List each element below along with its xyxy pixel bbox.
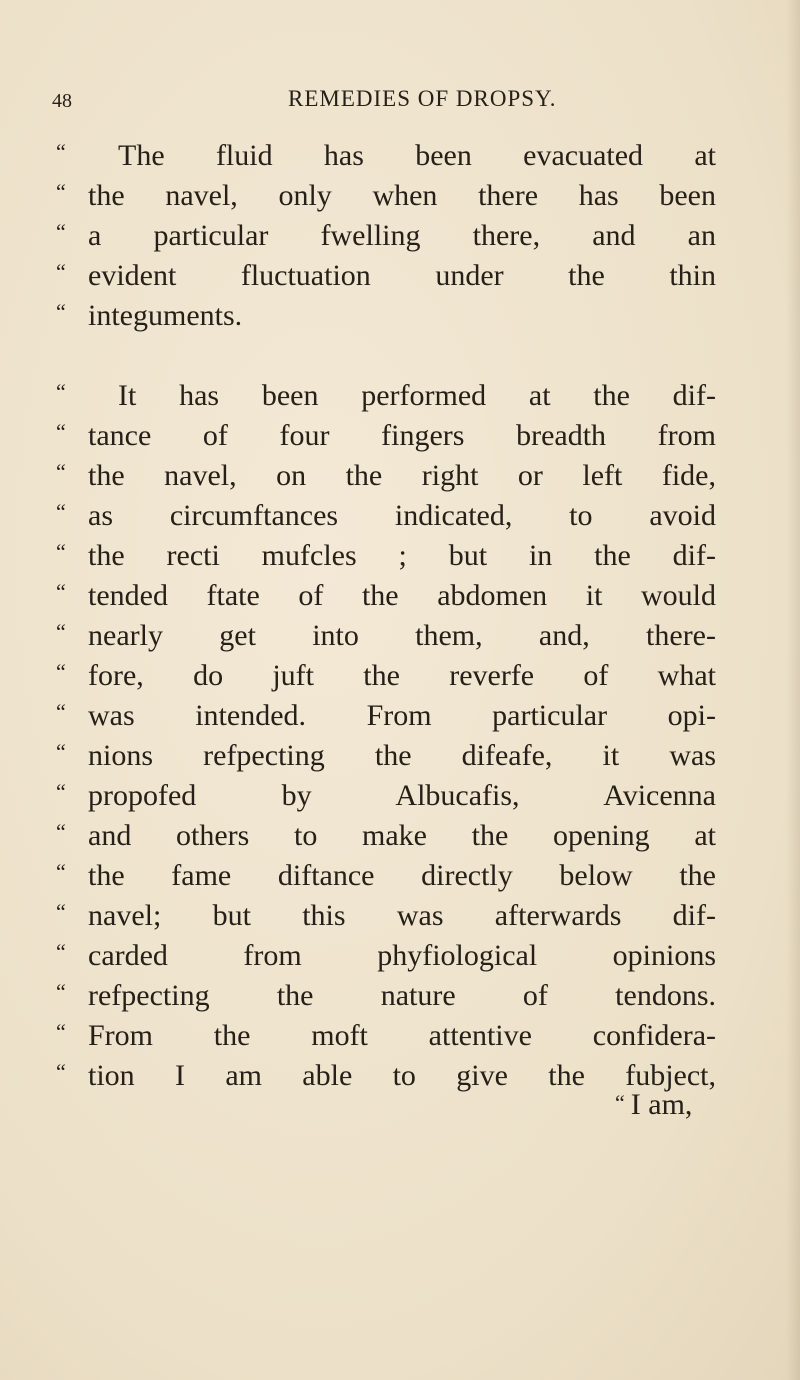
text-line	[56, 896, 716, 936]
quote-mark: “	[56, 219, 66, 244]
text-line-content: a particular fwelling there, and an	[88, 219, 716, 252]
text-line	[56, 496, 716, 536]
page-number: 48	[52, 90, 72, 112]
text-line	[56, 256, 716, 296]
text-line	[56, 976, 716, 1016]
text-line-content: tended ftate of the abdomen it would	[88, 579, 716, 612]
quote-mark: “	[56, 939, 66, 964]
text-line-content: was intended. From particular opi-	[88, 699, 716, 732]
quote-mark: “	[56, 739, 66, 764]
text-line-content: the recti mufcles ; but in the dif-	[88, 539, 716, 572]
text-line	[56, 456, 716, 496]
text-line	[56, 936, 716, 976]
text-line-content: tion I am able to give the fubject,	[88, 1059, 716, 1092]
text-line-content: propofed by Albucafis, Avicenna	[88, 779, 716, 812]
text-line	[56, 736, 716, 776]
text-line	[56, 656, 716, 696]
quote-mark: “	[56, 379, 66, 404]
text-line	[56, 696, 716, 736]
quote-mark: “	[56, 179, 66, 204]
text-line-content: nions refpecting the difeafe, it was	[88, 739, 716, 772]
body-text	[56, 136, 716, 1096]
quote-mark: “	[56, 779, 66, 804]
quote-mark: “	[56, 419, 66, 444]
text-line	[56, 1016, 716, 1056]
quote-mark: “	[615, 1090, 625, 1115]
quote-mark: “	[56, 699, 66, 724]
text-line	[56, 536, 716, 576]
quote-mark: “	[56, 499, 66, 524]
running-head-title: REMEDIES OF DROPSY.	[288, 86, 557, 111]
text-line	[56, 816, 716, 856]
text-line-content: carded from phyfiological opinions	[88, 939, 716, 972]
text-line-content: navel; but this was afterwards dif-	[88, 899, 716, 932]
text-line-content: as circumftances indicated, to avoid	[88, 499, 716, 532]
text-line-content: and others to make the opening at	[88, 819, 716, 852]
quote-mark: “	[56, 459, 66, 484]
text-line-content: It has been performed at the dif-	[118, 379, 716, 412]
quote-mark: “	[56, 539, 66, 564]
text-line-content: the fame diftance directly below the	[88, 859, 716, 892]
text-line	[56, 416, 716, 456]
quote-mark: “	[56, 859, 66, 884]
catchword	[615, 1088, 692, 1122]
text-line-content: tance of four fingers breadth from	[88, 419, 716, 452]
catchword-text: I am,	[630, 1088, 693, 1121]
quote-mark: “	[56, 259, 66, 284]
text-line-content: evident fluctuation under the thin	[88, 259, 716, 292]
quote-mark: “	[56, 1059, 66, 1084]
text-line-content: fore, do juft the reverfe of what	[88, 659, 716, 692]
text-line-content: refpecting the nature of tendons.	[88, 979, 716, 1012]
quote-mark: “	[56, 299, 66, 324]
quote-mark: “	[56, 579, 66, 604]
paragraph-gap	[56, 336, 716, 376]
quote-mark: “	[56, 979, 66, 1004]
quote-mark: “	[56, 139, 66, 164]
quote-mark: “	[56, 819, 66, 844]
text-line	[56, 616, 716, 656]
text-line-content: integuments.	[88, 299, 243, 332]
text-line-content: From the moft attentive confidera-	[88, 1019, 716, 1052]
text-line	[56, 136, 716, 176]
text-line	[56, 856, 716, 896]
text-line	[56, 376, 716, 416]
text-line	[56, 776, 716, 816]
quote-mark: “	[56, 899, 66, 924]
text-line	[56, 296, 716, 336]
text-line-content: nearly get into them, and, there-	[88, 619, 716, 652]
quote-mark: “	[56, 619, 66, 644]
text-line-content: The fluid has been evacuated at	[118, 139, 716, 172]
page-edge-shadow	[786, 0, 800, 1380]
quote-mark: “	[56, 1019, 66, 1044]
text-line	[56, 576, 716, 616]
text-line-content: the navel, only when there has been	[88, 179, 716, 212]
text-line-content: the navel, on the right or left fide,	[88, 459, 716, 492]
quote-mark: “	[56, 659, 66, 684]
text-line	[56, 216, 716, 256]
text-line	[56, 176, 716, 216]
